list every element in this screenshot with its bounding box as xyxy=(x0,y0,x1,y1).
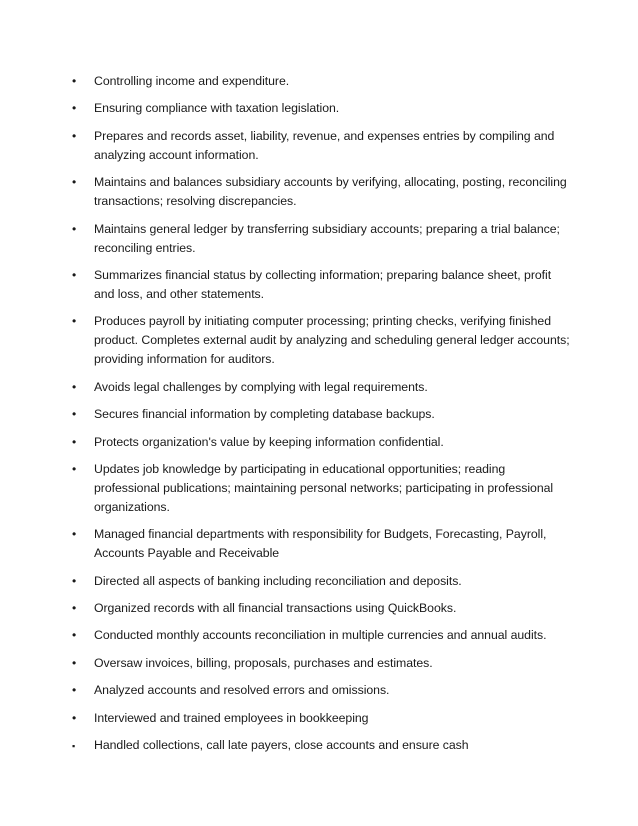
list-item xyxy=(72,433,572,452)
list-item-text: Summarizes financial status by collecting information; preparing balance sheet, profit and loss, and other statements. xyxy=(94,267,552,301)
list-item xyxy=(72,72,572,91)
square-bullet-icon: ▪ xyxy=(72,741,76,752)
list-item xyxy=(72,405,572,424)
bullet-icon: • xyxy=(72,527,77,542)
list-item-text: Conducted monthly accounts reconciliation in multiple currencies and annual audits. xyxy=(94,628,547,643)
list-item-text: Handled collections, call late payers, close accounts and ensure cash xyxy=(94,738,469,753)
list-item-text: Maintains general ledger by transferring subsidiary accounts; preparing a trial balance; reconciling entries. xyxy=(94,221,560,255)
bullet-icon: • xyxy=(72,221,77,236)
bullet-icon: • xyxy=(72,267,77,282)
list-item xyxy=(72,736,572,755)
bullet-icon: • xyxy=(72,128,77,143)
list-item-text: Managed financial departments with responsibility for Budgets, Forecasting, Payroll, Accounts Payable and Receivable xyxy=(94,527,547,561)
list-item-text: Analyzed accounts and resolved errors and omissions. xyxy=(94,683,390,698)
list-item xyxy=(72,654,572,673)
list-item xyxy=(72,220,572,258)
bullet-icon: • xyxy=(72,407,77,422)
list-item-text: Oversaw invoices, billing, proposals, purchases and estimates. xyxy=(94,655,433,670)
list-item-text: Protects organization's value by keeping information confidential. xyxy=(94,434,444,449)
list-item xyxy=(72,525,572,563)
list-item xyxy=(72,312,572,369)
list-item xyxy=(72,626,572,645)
bullet-icon: • xyxy=(72,314,77,329)
bullet-icon: • xyxy=(72,434,77,449)
bullet-icon: • xyxy=(72,74,77,88)
list-item-text: Avoids legal challenges by complying with legal requirements. xyxy=(94,379,428,394)
list-item xyxy=(72,709,572,728)
list-item xyxy=(72,173,572,211)
list-item xyxy=(72,681,572,700)
bullet-icon: • xyxy=(72,379,77,394)
bullet-icon: • xyxy=(72,573,77,588)
bullet-icon: • xyxy=(72,461,77,476)
list-item-text: Ensuring compliance with taxation legislation. xyxy=(94,101,340,116)
list-item-text: Controlling income and expenditure. xyxy=(94,74,290,88)
list-item-text: Prepares and records asset, liability, revenue, and expenses entries by compiling and analyzing account information. xyxy=(94,128,555,162)
responsibilities-list xyxy=(72,72,572,755)
list-item-text: Directed all aspects of banking including reconciliation and deposits. xyxy=(94,573,462,588)
list-item-text: Interviewed and trained employees in bookkeeping xyxy=(94,710,369,725)
list-item xyxy=(72,599,572,618)
list-item xyxy=(72,460,572,517)
bullet-icon: • xyxy=(72,655,77,670)
list-item xyxy=(72,99,572,118)
list-item xyxy=(72,572,572,591)
bullet-icon: • xyxy=(72,710,77,725)
bullet-icon: • xyxy=(72,601,77,616)
bullet-icon: • xyxy=(72,101,77,116)
bullet-icon: • xyxy=(72,175,77,190)
list-item-text: Secures financial information by completing database backups. xyxy=(94,407,435,422)
list-item xyxy=(72,378,572,397)
list-item-text: Produces payroll by initiating computer processing; printing checks, verifying finished product. Completes external audit by analyzing and scheduling general ledger accounts; providing information for auditors. xyxy=(94,314,570,367)
list-item xyxy=(72,266,572,304)
list-item-text: Maintains and balances subsidiary accounts by verifying, allocating, posting, reconciling transactions; resolving discrepancies. xyxy=(94,175,567,209)
list-item-text: Organized records with all financial transactions using QuickBooks. xyxy=(94,601,457,616)
list-item xyxy=(72,127,572,165)
list-item-text: Updates job knowledge by participating in educational opportunities; reading professional publications; maintaining personal networks; participating in professional organizations. xyxy=(94,461,554,514)
bullet-icon: • xyxy=(72,628,77,643)
bullet-icon: • xyxy=(72,683,77,698)
